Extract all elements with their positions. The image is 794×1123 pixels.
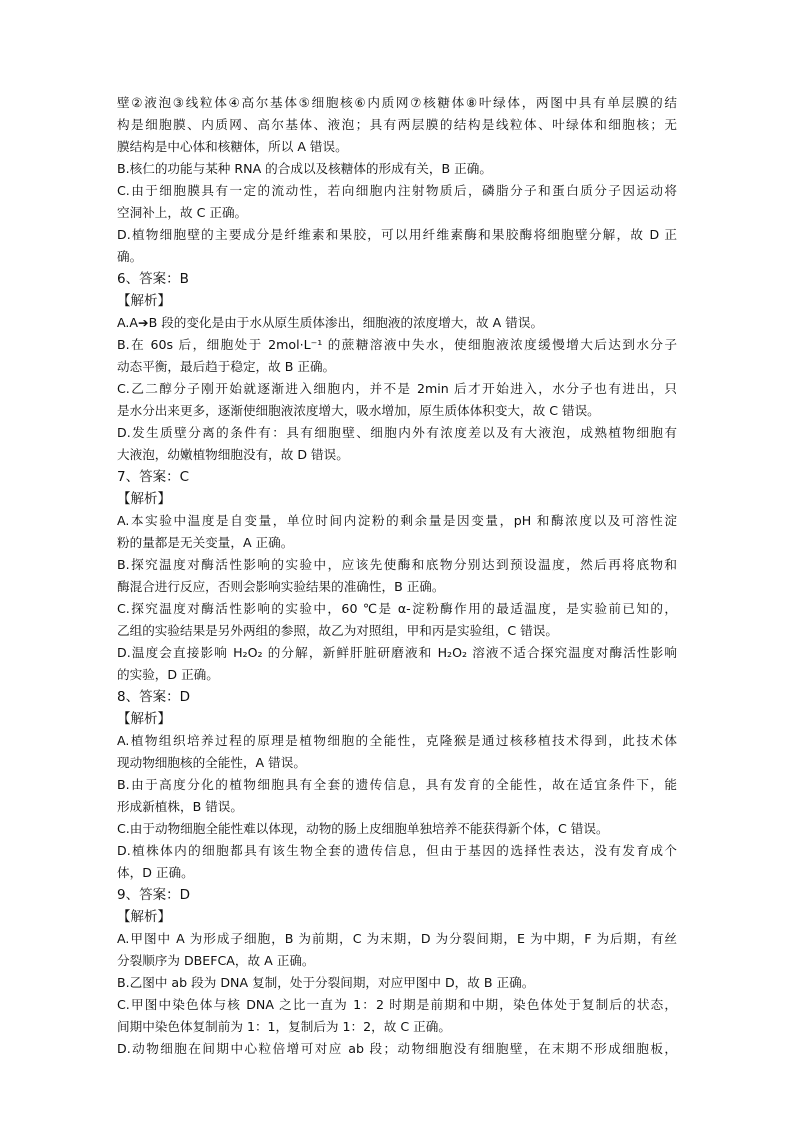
text-line: C.由于动物细胞全能性难以体现，动物的肠上皮细胞单独培养不能获得新个体，C 错误。 [117,821,609,836]
text-line: A.甲图中 A 为形成子细胞，B 为前期，C 为末期，D 为分裂间期，E 为中期，F 为后期，有丝 [117,931,677,946]
section-heading: 【解析】 [117,909,171,925]
text-line: B.探究温度对酶活性影响的实验中，应该先使酶和底物分别达到预设温度，然后再将底物和 [117,557,677,572]
text-line: C.由于细胞膜具有一定的流动性，若向细胞内注射物质后，磷脂分子和蛋白质分子因运动将 [117,183,677,198]
text-line: A.植物组织培养过程的原理是植物细胞的全能性，克隆猴是通过核移植技术得到，此技术体 [117,733,677,748]
text-line: D.发生质壁分离的条件有：具有细胞壁、细胞内外有浓度差以及有大液泡，成熟植物细胞有 [117,425,677,440]
text-line: 粉的量都是无关变量，A 正确。 [117,535,294,550]
text-line: B.核仁的功能与某种 RNA 的合成以及核糖体的形成有关，B 正确。 [117,161,492,176]
text-line: 间期中染色体复制前为 1：1，复制后为 1：2，故 C 正确。 [117,1019,451,1034]
text-line: 空洞补上，故 C 正确。 [117,205,248,220]
text-line: B.在 60s 后，细胞处于 2mol·L⁻¹ 的蔗糖溶液中失水，使细胞液浓度缓慢增大后达到水分子 [117,337,677,352]
text-line: B.由于高度分化的植物细胞具有全套的遗传信息，具有发育的全能性，故在适宜条件下，能 [117,777,677,792]
text-line: A.本实验中温度是自变量，单位时间内淀粉的剩余量是因变量，pH 和酶浓度以及可溶性淀 [117,513,677,528]
text-line: 现动物细胞核的全能性，A 错误。 [117,755,306,770]
text-line: 乙组的实验结果是另外两组的参照，故乙为对照组，甲和丙是实验组，C 错误。 [117,623,558,638]
section-heading: 【解析】 [117,711,171,727]
text-line: B.乙图中 ab 段为 DNA 复制，处于分裂间期，对应甲图中 D，故 B 正确。 [117,975,535,990]
section-heading: 6、答案：B [117,271,189,287]
text-line: 的实验，D 正确。 [117,667,219,682]
text-line: A.A➔B 段的变化是由于水从原生质体渗出，细胞液的浓度增大，故 A 错误。 [117,315,544,330]
text-line: 构是细胞膜、内质网、高尔基体、液泡；具有两层膜的结构是线粒体、叶绿体和细胞核；无 [117,117,677,132]
section-heading: 7、答案：C [117,469,190,485]
text-line: 酶混合进行反应，否则会影响实验结果的准确性，B 正确。 [117,579,445,594]
section-heading: 【解析】 [117,293,171,309]
text-line: C.甲图中染色体与核 DNA 之比一直为 1：2 时期是前期和中期，染色体处于复制后的状态， [117,997,677,1012]
text-line: 分裂顺序为 DBEFCA，故 A 正确。 [117,953,315,968]
text-line: D.植株体内的细胞都具有该生物全套的遗传信息，但由于基因的选择性表达，没有发育成个 [117,843,677,858]
text-line: 形成新植株，B 错误。 [117,799,243,814]
text-line: 体，D 正确。 [117,865,194,880]
text-line: D.温度会直接影响 H₂O₂ 的分解，新鲜肝脏研磨液和 H₂O₂ 溶液不适合探究温度对酶活性影响 [117,645,677,660]
text-line: D.植物细胞壁的主要成分是纤维素和果胶，可以用纤维素酶和果胶酶将细胞壁分解，故 D 正 [117,227,677,242]
section-heading: 8、答案：D [117,689,190,705]
text-line: 是水分出来更多，逐渐使细胞液浓度增大，吸水增加，原生质体体积变大，故 C 错误。 [117,403,600,418]
document-page [117,92,677,1060]
section-heading: 9、答案：D [117,887,190,903]
text-line: C.乙二醇分子刚开始就逐渐进入细胞内，并不是 2min 后才开始进入，水分子也有进出，只 [117,381,677,396]
text-line: 壁②液泡③线粒体④高尔基体⑤细胞核⑥内质网⑦核糖体⑧叶绿体，两图中具有单层膜的结 [117,95,677,110]
text-line: 膜结构是中心体和核糖体，所以 A 错误。 [117,139,348,154]
text-line: 动态平衡，最后趋于稳定，故 B 正确。 [117,359,336,374]
text-line: 大液泡，幼嫩植物细胞没有，故 D 错误。 [117,447,349,462]
section-heading: 【解析】 [117,491,171,507]
text-line: 确。 [117,249,143,264]
text-line: C.探究温度对酶活性影响的实验中，60 ℃是 α-淀粉酶作用的最适温度，是实验前已知的， [117,601,677,616]
text-line: D.动物细胞在间期中心粒倍增可对应 ab 段；动物细胞没有细胞壁，在末期不形成细胞板， [117,1041,677,1056]
